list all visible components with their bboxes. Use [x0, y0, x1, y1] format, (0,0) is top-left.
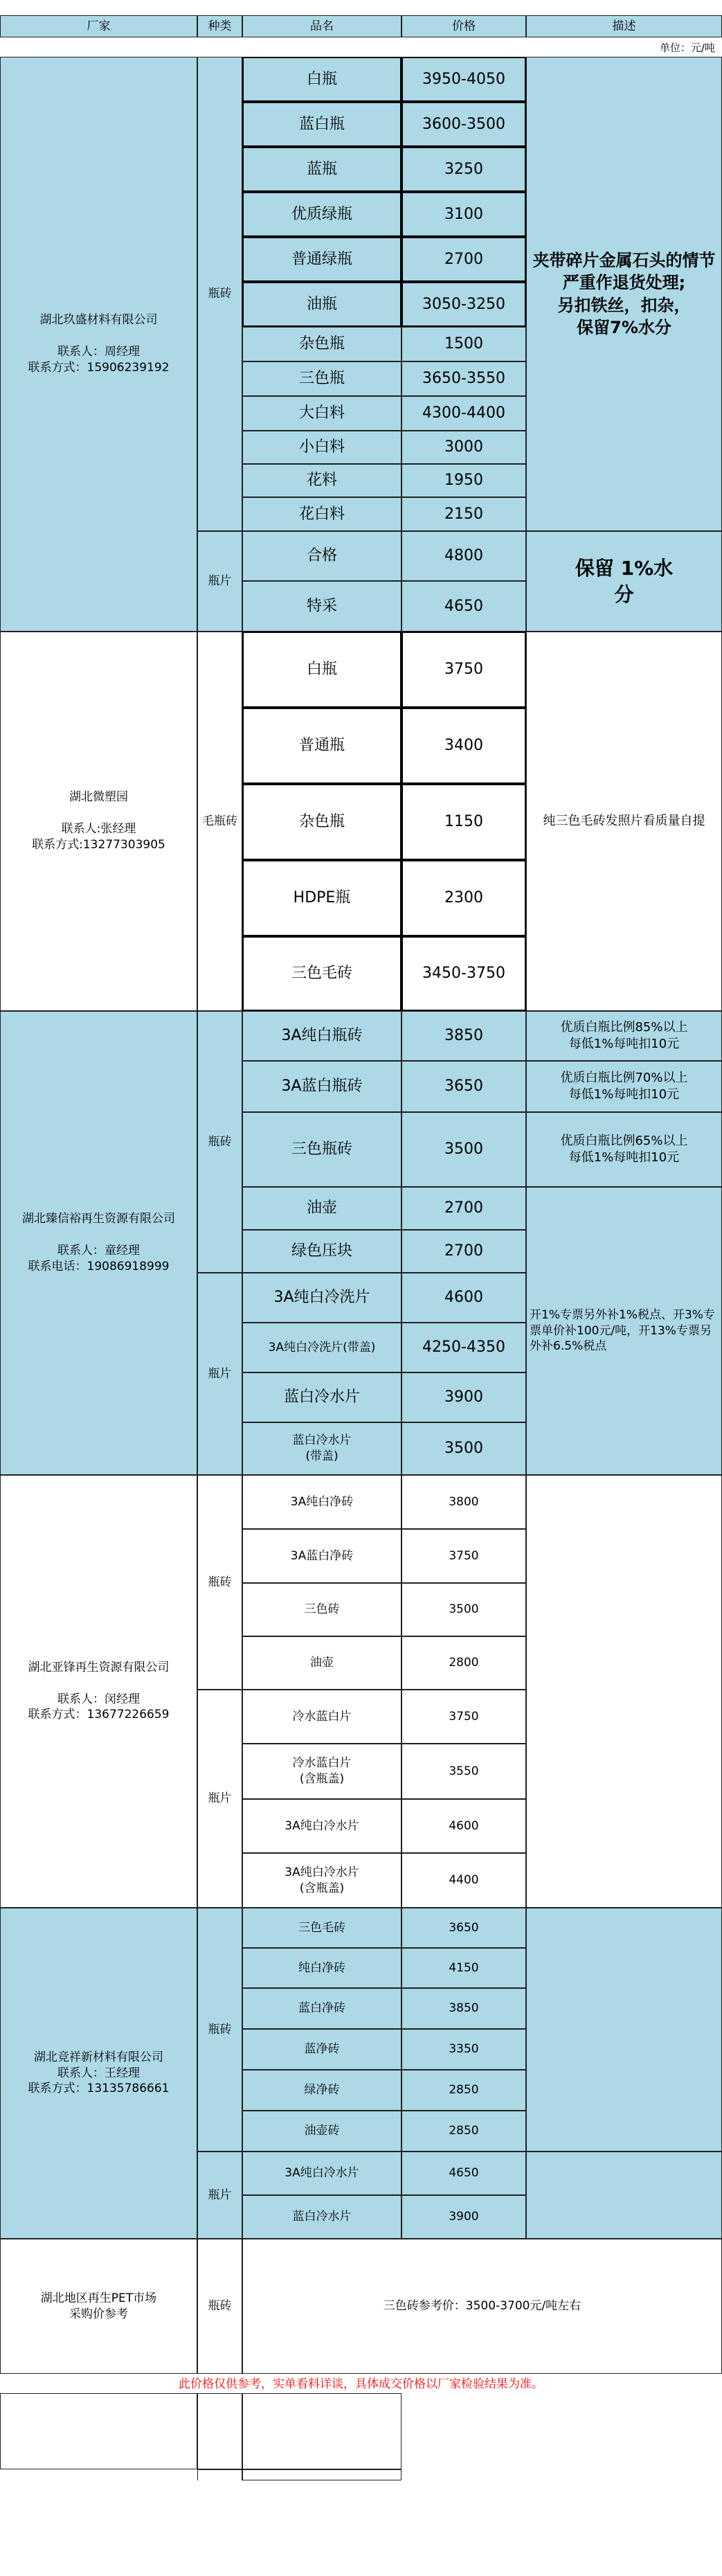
- type-label: 瓶砖: [197, 1011, 242, 1273]
- product-name: 3A蓝白净砖: [242, 1529, 401, 1583]
- description: 优质白瓶比例65%以上 每低1%每吨扣10元: [526, 1112, 722, 1187]
- price-value: 3600-3500: [401, 102, 526, 147]
- product-name: 普通瓶: [242, 708, 401, 784]
- product-name: 大白料: [242, 396, 401, 431]
- product-name: 特采: [242, 581, 401, 632]
- product-name: 三色瓶: [242, 361, 401, 396]
- product-name: 三色砖: [242, 1583, 401, 1636]
- unit-label: 单位：元/吨: [0, 39, 722, 57]
- price-value: 2850: [401, 2111, 526, 2152]
- description-empty: [526, 2152, 722, 2239]
- price-value: 3450-3750: [401, 936, 526, 1011]
- price-value: 4250-4350: [401, 1323, 526, 1372]
- price-value: 3400: [401, 708, 526, 784]
- product-name: 白瓶: [242, 632, 401, 708]
- price-value: 3750: [401, 1690, 526, 1744]
- price-value: 3650: [401, 1061, 526, 1112]
- type-label: 瓶砖: [197, 1908, 242, 2152]
- company-name: 湖北臻信裕再生资源有限公司 联系人：童经理 联系电话：19086918999: [0, 1011, 197, 1475]
- price-value: 2150: [401, 497, 526, 531]
- price-value: 3950-4050: [401, 57, 526, 102]
- price-value: 4650: [401, 581, 526, 632]
- company-name: 湖北玖盛材料有限公司 联系人：周经理 联系方式：15906239192: [0, 57, 197, 632]
- product-name: HDPE瓶: [242, 860, 401, 936]
- product-name: 合格: [242, 531, 401, 581]
- price-value: 3500: [401, 1583, 526, 1636]
- product-name: 纯白净砖: [242, 1948, 401, 1988]
- description: 保留 1%水 分: [526, 531, 722, 632]
- price-value: 3900: [401, 2195, 526, 2239]
- price-value: 3850: [401, 1011, 526, 1061]
- product-name: 蓝瓶: [242, 147, 401, 192]
- description: 优质白瓶比例85%以上 每低1%每吨扣10元: [526, 1011, 722, 1061]
- product-name: 油瓶: [242, 282, 401, 327]
- price-value: 4800: [401, 531, 526, 581]
- type-label: 瓶砖: [197, 2239, 242, 2374]
- empty-cell: [197, 2469, 242, 2480]
- product-name: 花料: [242, 464, 401, 497]
- product-name: 3A蓝白瓶砖: [242, 1061, 401, 1112]
- product-name: 杂色瓶: [242, 327, 401, 361]
- company-name: 湖北竞祥新材料有限公司 联系人：王经理 联系方式：13135786661: [0, 1908, 197, 2239]
- product-name: 3A纯白冷水片 (含瓶盖): [242, 1853, 401, 1908]
- description-empty: [526, 1908, 722, 2152]
- price-value: 4650: [401, 2152, 526, 2195]
- price-value: 3900: [401, 1372, 526, 1422]
- price-value: 3650: [401, 1908, 526, 1948]
- price-value: 3500: [401, 1112, 526, 1187]
- product-name: 3A纯白冷洗片: [242, 1273, 401, 1323]
- description-empty: [526, 1475, 722, 1908]
- price-value: 1150: [401, 784, 526, 860]
- product-name: 绿色压块: [242, 1230, 401, 1273]
- description: 夹带碎片金属石头的情节 严重作退货处理; 另扣铁丝，扣杂， 保留7%水分: [526, 57, 722, 531]
- price-value: 3650-3550: [401, 361, 526, 396]
- type-label: 毛瓶砖: [197, 632, 242, 1011]
- description: 优质白瓶比例70%以上 每低1%每吨扣10元: [526, 1061, 722, 1112]
- disclaimer: 此价格仅供参考，实单看料详谈，具体成交价格以厂家检验结果为准。: [0, 2375, 722, 2393]
- product-name: 三色毛砖: [242, 936, 401, 1011]
- price-value: 3850: [401, 1988, 526, 2029]
- price-value: 4600: [401, 1273, 526, 1323]
- price-value: 3800: [401, 1475, 526, 1529]
- product-name: 三色毛砖: [242, 1908, 401, 1948]
- product-name: 白瓶: [242, 57, 401, 102]
- empty-cell: [0, 2393, 197, 2469]
- price-value: 2850: [401, 2070, 526, 2111]
- type-label: 瓶片: [197, 2152, 242, 2239]
- product-name: 普通绿瓶: [242, 237, 401, 282]
- price-value: 3250: [401, 147, 526, 192]
- price-value: 4150: [401, 1948, 526, 1988]
- price-value: 2700: [401, 1187, 526, 1230]
- header-product: 品名: [242, 15, 401, 37]
- price-value: 1500: [401, 327, 526, 361]
- price-value: 2700: [401, 237, 526, 282]
- product-name: 杂色瓶: [242, 784, 401, 860]
- company-name: 湖北微塑园 联系人:张经理 联系方式:13277303905: [0, 632, 197, 1011]
- header-price: 价格: [401, 15, 526, 37]
- product-name: 冷水蓝白片: [242, 1690, 401, 1744]
- price-value: 2300: [401, 860, 526, 936]
- price-value: 4600: [401, 1799, 526, 1853]
- product-name: 蓝白净砖: [242, 1988, 401, 2029]
- price-value: 2700: [401, 1230, 526, 1273]
- type-label: 瓶砖: [197, 1475, 242, 1690]
- product-name: 3A纯白冷水片: [242, 1799, 401, 1853]
- empty-cell: [242, 2469, 401, 2480]
- price-value: 3100: [401, 192, 526, 237]
- product-name: 3A纯白瓶砖: [242, 1011, 401, 1061]
- price-value: 4300-4400: [401, 396, 526, 431]
- product-name: 油壶: [242, 1187, 401, 1230]
- product-name: 小白料: [242, 431, 401, 464]
- price-value: 1950: [401, 464, 526, 497]
- product-name: 冷水蓝白片 (含瓶盖): [242, 1744, 401, 1799]
- header-company: 厂家: [0, 15, 197, 37]
- product-name: 绿净砖: [242, 2070, 401, 2111]
- header-type: 种类: [197, 15, 242, 37]
- price-value: 3050-3250: [401, 282, 526, 327]
- price-value: 3000: [401, 431, 526, 464]
- product-name: 蓝白冷水片: [242, 1372, 401, 1422]
- company-name: 湖北亚锋再生资源有限公司 联系人：闵经理 联系方式：13677226659: [0, 1475, 197, 1908]
- product-name: 花白料: [242, 497, 401, 531]
- product-name: 三色瓶砖: [242, 1112, 401, 1187]
- header-desc: 描述: [526, 15, 722, 37]
- price-value: 3750: [401, 632, 526, 708]
- description: 开1%专票另外补1%税点、开3%专票单价补100元/吨，开13%专票另外补6.5%税点: [526, 1187, 722, 1475]
- product-name: 蓝白冷水片: [242, 2195, 401, 2239]
- empty-cell: [242, 2393, 401, 2469]
- product-name: 优质绿瓶: [242, 192, 401, 237]
- product-name: 油壶砖: [242, 2111, 401, 2152]
- product-name: 3A纯白冷洗片(带盖): [242, 1323, 401, 1372]
- price-value: 3350: [401, 2029, 526, 2070]
- price-value: 3550: [401, 1744, 526, 1799]
- product-name: 蓝白瓶: [242, 102, 401, 147]
- price-value: 3500: [401, 1422, 526, 1475]
- price-value: 3750: [401, 1529, 526, 1583]
- description: 纯三色毛砖发照片看质量自提: [526, 632, 722, 1011]
- empty-cell: [197, 2393, 242, 2469]
- price-value: 4400: [401, 1853, 526, 1908]
- product-name: 蓝净砖: [242, 2029, 401, 2070]
- type-label: 瓶砖: [197, 57, 242, 531]
- price-value: 2800: [401, 1636, 526, 1690]
- product-name: 3A纯白冷水片: [242, 2152, 401, 2195]
- reference-price-note: 三色砖参考价：3500-3700元/吨左右: [242, 2239, 722, 2374]
- type-label: 瓶片: [197, 531, 242, 632]
- product-name: 油壶: [242, 1636, 401, 1690]
- type-label: 瓶片: [197, 1690, 242, 1908]
- product-name: 3A纯白净砖: [242, 1475, 401, 1529]
- company-name: 湖北地区再生PET市场 采购价参考: [0, 2239, 197, 2374]
- type-label: 瓶片: [197, 1273, 242, 1475]
- product-name: 蓝白冷水片 (带盖): [242, 1422, 401, 1475]
